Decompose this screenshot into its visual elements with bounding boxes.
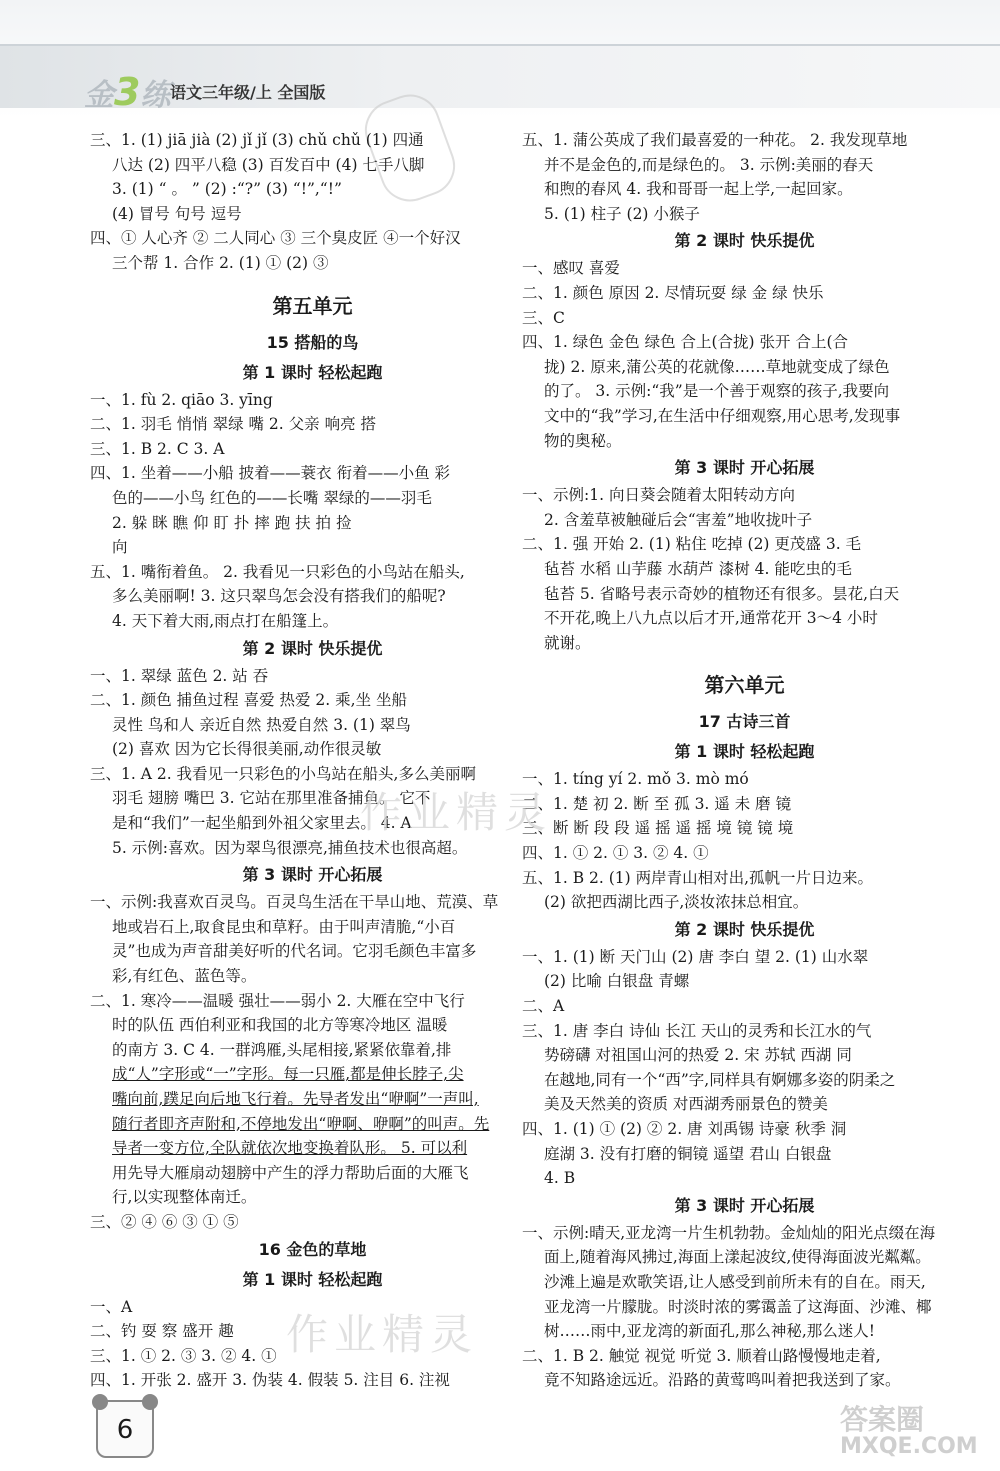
- answer-line: 2. 含羞草被触碰后会“害羞”地收拢叶子: [544, 510, 813, 529]
- period-heading: 第 1 课时 轻松起跑: [242, 362, 383, 382]
- answer-line: 竟不知路途远近。沿路的黄莺鸣叫着把我送到了家。: [544, 1371, 901, 1390]
- answer-line: 的了。 3. 示例:“我”是一个善于观察的孩子,我要向: [544, 382, 890, 401]
- answer-line: 二、钓 耍 察 盛开 趣: [90, 1322, 234, 1341]
- answer-line: 四、1. 坐着——小船 披着——蓑衣 衔着——小鱼 彩: [90, 464, 450, 483]
- answer-line: 5. 示例:喜欢。因为翠鸟很漂亮,捕鱼技术也很高超。: [112, 838, 468, 857]
- answer-line: 一、感叹 喜爱: [522, 259, 620, 278]
- answer-line: 就谢。: [544, 633, 591, 652]
- answer-line: 三、1. (1) jiā jià (2) jǐ jǐ (3) chǔ chǔ (1) 四通: [90, 131, 424, 149]
- answer-line: 拢) 2. 原来,蒲公英的花就像……草地就变成了绿色: [544, 357, 890, 376]
- page-number-text: 6: [116, 1415, 134, 1445]
- answer-line: 四、1. ① 2. ① 3. ② 4. ①: [522, 844, 709, 863]
- answer-line: 不开花,晚上八九点以后才开,通常花开 3～4 小时: [544, 609, 878, 628]
- answer-line-underlined: 导者一变方位,全队就依次地变换着队形。 5. 可以利: [112, 1139, 468, 1158]
- answer-line: 五、1. 嘴衔着鱼。 2. 我看见一只彩色的小鸟站在船头,: [90, 562, 465, 581]
- logo-suffix: 练: [140, 78, 171, 113]
- answer-line: 二、1. 寒冷——温暖 强壮——弱小 2. 大雁在空中飞行: [90, 991, 465, 1010]
- answer-line: 庭湖 3. 没有打磨的铜镜 遥望 君山 白银盘: [544, 1144, 832, 1163]
- period-heading: 第 2 课时 快乐提优: [674, 231, 815, 251]
- answer-line: 二、1. 强 开始 2. (1) 粘住 吃掉 (2) 更茂盛 3. 毛: [522, 535, 862, 554]
- answer-line: 并不是金色的,而是绿色的。 3. 示例:美丽的春天: [544, 155, 874, 174]
- answer-line: 势磅礴 对祖国山河的热爱 2. 宋 苏轼 西湖 同: [544, 1046, 852, 1065]
- answer-line: 树……雨中,亚龙湾的新面孔,那么神秘,那么迷人!: [544, 1322, 876, 1341]
- right-column: [522, 128, 967, 1393]
- book-title: 语文三年级/上 全国版: [170, 83, 326, 102]
- answer-line: 三、1. A 2. 我看见一只彩色的小鸟站在船头,多么美丽啊: [90, 764, 476, 783]
- answer-line-underlined: 嘴向前,蹼足向后地飞行着。先导者发出“咿啊”一声叫,: [112, 1090, 479, 1108]
- answer-line: 毡苔 5. 省略号表示奇妙的植物还有很多。昙花,白天: [544, 584, 900, 603]
- answer-line: (4) 冒号 句号 逗号: [112, 204, 242, 223]
- answer-line: 灵性 鸟和人 亲近自然 热爱自然 3. (1) 翠鸟: [112, 715, 411, 734]
- period-heading: 第 1 课时 轻松起跑: [242, 1269, 383, 1289]
- answer-line: 二、1. B 2. 触觉 视觉 听觉 3. 顺着山路慢慢地走着,: [522, 1346, 881, 1365]
- answer-line-underlined: 成“人”字形或“一”字形。每一只雁,都是伸长脖子,尖: [112, 1065, 464, 1084]
- answer-line: 3. (1) “ 。 ” (2) :“?” (3) “!”,“!”: [112, 180, 342, 199]
- lesson-heading: 16 金色的草地: [258, 1239, 367, 1259]
- period-heading: 第 3 课时 开心拓展: [674, 1195, 815, 1215]
- answer-line: 5. (1) 柱子 (2) 小猴子: [544, 204, 700, 223]
- answer-line: 多么美丽啊! 3. 这只翠鸟怎会没有搭我们的船呢?: [112, 587, 446, 606]
- answer-line: 沙滩上遍是欢歌笑语,让人感受到前所未有的自在。雨天,: [544, 1272, 926, 1291]
- answer-line: 一、A: [90, 1297, 133, 1316]
- answer-line: 色的——小鸟 红色的——长嘴 翠绿的——羽毛: [112, 488, 432, 507]
- answer-line: 用先导大雁扇动翅膀中产生的浮力帮助后面的大雁飞: [112, 1163, 469, 1182]
- answer-line: 三、C: [522, 308, 565, 327]
- answer-line: 和煦的春风 4. 我和哥哥一起上学,一起回家。: [544, 180, 853, 199]
- answer-line: 物的奥秘。: [544, 431, 622, 450]
- answer-line: 四、① 人心齐 ② 二人同心 ③ 三个臭皮匠 ④一个好汉: [90, 229, 461, 248]
- answer-line: 毡苔 水稻 山芋藤 水葫芦 漆树 4. 能吃虫的毛: [544, 559, 852, 578]
- answer-line: 一、1. (1) 断 天门山 (2) 唐 李白 望 2. (1) 山水翠: [522, 947, 869, 966]
- answer-line: 灵”也成为声音甜美好听的代名词。它羽毛颜色丰富多: [112, 942, 477, 961]
- period-heading: 第 2 课时 快乐提优: [674, 919, 815, 939]
- lesson-heading: 15 搭船的鸟: [266, 332, 359, 352]
- answer-line: 美及天然美的资质 对西湖秀丽景色的赞美: [544, 1095, 828, 1114]
- logo-number: 3: [114, 70, 141, 114]
- answer-line: 二、A: [522, 997, 565, 1016]
- answer-line: 四、1. 绿色 金色 绿色 合上(合拢) 张开 合上(合: [522, 333, 848, 352]
- answer-line: 2. 躲 眯 瞧 仰 盯 扑 摔 跑 扶 拍 捡: [112, 513, 352, 532]
- answer-line: 二、1. 颜色 捕鱼过程 喜爱 热爱 2. 乘,坐 坐船: [90, 691, 407, 710]
- answer-line: 在越地,同有一个“西”字,同样具有婀娜多姿的阴柔之: [544, 1070, 896, 1089]
- lesson-heading: 17 古诗三首: [698, 712, 791, 732]
- period-heading: 第 3 课时 开心拓展: [674, 458, 815, 478]
- answer-line: 的南方 3. C 4. 一群鸿雁,头尾相接,紧紧依靠着,排: [112, 1040, 452, 1059]
- answer-line: 三、1. ① 2. ③ 3. ② 4. ①: [90, 1346, 277, 1365]
- answer-line: (2) 欲把西湖比西子,淡妆浓抹总相宜。: [544, 893, 809, 912]
- left-column: [90, 128, 535, 1393]
- answer-line: 四、1. (1) ① (2) ② 2. 唐 刘禹锡 诗豪 秋季 洞: [522, 1120, 847, 1138]
- answer-line: 三、② ④ ⑥ ③ ① ⑤: [90, 1212, 239, 1231]
- answer-line: 四、1. 开张 2. 盛开 3. 伪装 4. 假装 5. 注目 6. 注视: [90, 1371, 450, 1390]
- answer-line: 4. B: [544, 1169, 576, 1188]
- answer-line: 二、1. 颜色 原因 2. 尽情玩耍 绿 金 绿 快乐: [522, 283, 824, 302]
- answer-line: 4. 天下着大雨,雨点打在船篷上。: [112, 611, 339, 630]
- answer-line: 行,以实现整体南迁。: [112, 1188, 257, 1207]
- answer-line: 二、1. 羽毛 悄悄 翠绿 嘴 2. 父亲 响亮 搭: [90, 415, 376, 434]
- answer-line: 二、1. 楚 初 2. 断 至 孤 3. 遥 未 磨 镜: [522, 794, 792, 813]
- answer-line: (2) 比喻 白银盘 青螺: [544, 972, 690, 991]
- answer-line: 一、1. fù 2. qiāo 3. yīng: [90, 390, 273, 409]
- answer-line: 三个帮 1. 合作 2. (1) ① (2) ③: [112, 253, 329, 272]
- answer-line: 五、1. 蒲公英成了我们最喜爱的一种花。 2. 我发现草地: [522, 131, 908, 149]
- site-watermark: 答案圈: [840, 1403, 925, 1436]
- answer-line: 向: [112, 538, 128, 557]
- answer-line: 一、1. 翠绿 蓝色 2. 站 吞: [90, 666, 269, 685]
- unit-heading: 第六单元: [704, 673, 785, 698]
- answer-line: 时的队伍 西伯利亚和我国的北方等寒冷地区 温暖: [112, 1016, 448, 1035]
- unit-heading: 第五单元: [272, 293, 353, 318]
- answer-line: 一、示例:1. 向日葵会随着太阳转动方向: [522, 486, 795, 505]
- answer-line: 一、示例:我喜欢百灵鸟。百灵鸟生活在干旱山地、荒漠、草: [90, 893, 499, 912]
- answer-line: 羽毛 翅膀 嘴巴 3. 它站在那里准备捕鱼。 它不: [112, 789, 431, 808]
- answer-line-underlined: 随行者即齐声附和,不停地发出“咿啊、咿啊”的叫声。先: [112, 1114, 490, 1133]
- answer-line: 五、1. B 2. (1) 两岸青山相对出,孤帆一片日边来。: [522, 868, 874, 887]
- site-url-watermark: MXQE.COM: [840, 1434, 978, 1459]
- answer-line: 面上,随着海风拂过,海面上漾起波纹,使得海面波光粼粼。: [544, 1248, 931, 1267]
- answer-line: 地或岩石上,取食昆虫和草籽。由于叫声清脆,“小百: [112, 917, 456, 936]
- answer-line: 一、1. tíng yí 2. mǒ 3. mò mó: [522, 770, 749, 789]
- answer-line: 三、1. B 2. C 3. A: [90, 439, 225, 458]
- watermark: 作业精灵: [360, 788, 553, 837]
- logo-prefix: 金: [84, 78, 114, 113]
- period-heading: 第 3 课时 开心拓展: [242, 865, 383, 885]
- answer-line: 三、1. 唐 李白 诗仙 长江 天山的灵秀和长江水的气: [522, 1021, 872, 1040]
- answer-line: 彩,有红色、蓝色等。: [112, 967, 257, 986]
- answer-line: 八达 (2) 四平八稳 (3) 百发百中 (4) 七手八脚: [112, 155, 425, 174]
- answer-line: 一、示例:晴天,亚龙湾一片生机勃勃。金灿灿的阳光点缀在海: [522, 1223, 936, 1242]
- period-heading: 第 1 课时 轻松起跑: [674, 742, 815, 762]
- brand-logo: [84, 70, 170, 114]
- answer-line: 三、断 断 段 段 遥 摇 遥 摇 境 镜 镜 境: [522, 819, 794, 838]
- answer-line: 是和“我们”一起坐船到外祖父家里去。 4. A: [112, 814, 412, 833]
- answer-line: 文中的“我”学习,在生活中仔细观察,用心思考,发现事: [544, 406, 901, 425]
- answer-line: (2) 喜欢 因为它长得很美丽,动作很灵敏: [112, 740, 382, 759]
- page-number: [96, 1400, 154, 1458]
- period-heading: 第 2 课时 快乐提优: [242, 638, 383, 658]
- page-header: [0, 0, 1000, 118]
- answer-line: 亚龙湾一片朦胧。时淡时浓的雾霭盖了这海面、沙滩、椰: [544, 1297, 932, 1316]
- watermark: 作业精灵: [286, 1310, 479, 1359]
